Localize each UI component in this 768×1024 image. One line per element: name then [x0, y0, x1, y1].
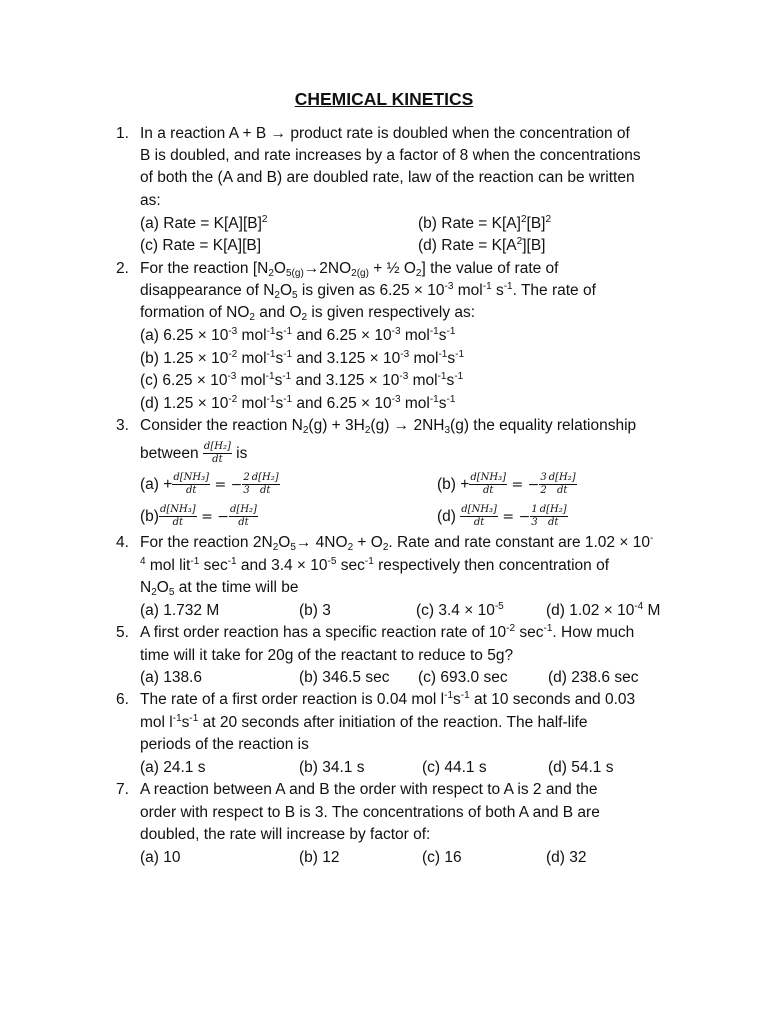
option-c: (c) 16 — [422, 849, 462, 866]
question-number: 3. — [116, 417, 129, 434]
question-number: 4. — [116, 534, 129, 551]
option-d: (d) Rate = $K[A^2][B]$ — [418, 236, 546, 254]
question-number: 2. — [116, 260, 129, 277]
question-number: 7. — [116, 781, 129, 798]
question-text-line: A first order reaction has a specific reaction rate of $10^{-2}$ $\sec^{-1}$. How much — [140, 623, 635, 641]
option-b: (b) $1.25 \times 10^{-2}$ $mol^{-1}s^{-1}$ and $3.125 \times 10^{-3}$ $mol^{-1}s^{-1}$ — [140, 349, 465, 367]
question-text-line: of both the (A and B) are doubled rate, law of the reaction can be written — [140, 169, 635, 186]
question-text-line: mol $l^{-1}s^{-1}$ at 20 seconds after initiation of the reaction. The half-life — [140, 713, 588, 731]
option-b: (b) Rate = $K[A]^2[B]^2$ — [418, 214, 552, 232]
question-text-line: doubled, the rate will increase by factor of: — [140, 826, 431, 843]
option-d: (d) 32 — [546, 849, 587, 866]
question-text-line: For the reaction [$N_2O_{5(g)}\to 2NO_{2(g)}$ + ½ $O_2$] the value of rate of — [140, 260, 559, 279]
option-b: (b) + $\frac{\text{d[NH₃]}}{dt}$ = − $\frac{3}{2}$ $\frac{\text{d[H₂]}}{dt}$ — [437, 472, 576, 497]
option-a: (a) Rate = $K[A][B]^2$ — [140, 214, 268, 232]
option-c: (c) 693.0 sec — [418, 669, 508, 686]
option-d: (d) $1.25 \times 10^{-2}$ $mol^{-1}s^{-1}$ and $6.25 \times 10^{-3}$ $mol^{-1}s^{-1}$ — [140, 394, 456, 412]
option-a: (a) 138.6 — [140, 669, 203, 686]
option-a: (a) 1.732 M — [140, 602, 220, 619]
option-d: (d) 238.6 sec — [548, 669, 639, 686]
question-text-line: time will it take for 20g of the reactant to reduce to 5g? — [140, 647, 514, 664]
question-text-line: Consider the reaction $N_2(g) + 3H_2(g) \to 2NH_3(g)$ the equality relationship — [140, 417, 637, 436]
option-c: (c) $3.4 \times 10^{-5}$ — [416, 601, 504, 619]
option-d: (d) $\frac{\text{d[NH₃]}}{dt}$ = − $\frac{1}{3}$ $\frac{\text{d[H₂]}}{dt}$ — [437, 504, 567, 529]
page-title: CHEMICAL KINETICS — [294, 89, 474, 109]
question-number: 1. — [116, 125, 129, 142]
question-text-line: In a reaction A + B → product rate is doubled when the concentration of — [140, 125, 630, 142]
question-text-line: $^4$ mol lit$^{-1}$ $\sec^{-1}$ and $3.4 \times 10^{-5}$ $\sec^{-1}$ respectively then concentration of — [140, 556, 610, 574]
option-c: (c) Rate = K[A][B] — [140, 237, 262, 254]
question-number: 6. — [116, 691, 129, 708]
question-text-line: A reaction between A and B the order with respect to A is 2 and the — [140, 781, 598, 798]
question-text-line: order with respect to B is 3. The concentrations of both A and B are — [140, 804, 600, 821]
option-d: (d) $1.02 \times 10^{-4}$ M — [546, 601, 661, 619]
option-d: (d) 54.1 s — [548, 759, 614, 776]
question-text-line: between $\frac{\text{d[H₂]}}{dt}$ is — [140, 441, 248, 466]
option-c: (b) $\frac{\text{d[NH₃]}}{dt}$ = − $\frac{\text{d[H₂]}}{dt}$ — [140, 504, 257, 529]
option-a: (a) + $\frac{\text{d[NH₃]}}{dt}$ = − $\frac{2}{3}$ $\frac{\text{d[H₂]}}{dt}$ — [140, 472, 279, 497]
question-text-line: The rate of a first order reaction is 0.04 mol $l^{-1}s^{-1}$ at 10 seconds and 0.03 — [140, 690, 636, 708]
option-b: (b) 12 — [299, 849, 340, 866]
option-b: (b) 346.5 sec — [299, 669, 390, 686]
question-text-line: disappearance of $N_2O_5$ is given as $6.25 \times 10^{-3}$ mol$^{-1}$ $s^{-1}$. The rate of — [140, 281, 596, 301]
option-b: (b) 3 — [299, 602, 331, 619]
option-c: (c) 44.1 s — [422, 759, 487, 776]
question-text-line: formation of $NO_2$ and $O_2$ is given respectively as: — [140, 304, 476, 323]
question-text-line: $N_2O_5$ at the time will be — [140, 579, 299, 598]
fraction: $\frac{\text{d[H₂]}}{dt}$ — [203, 441, 231, 466]
option-a: (a) $6.25 \times 10^{-3}$ $mol^{-1}s^{-1}$ and $6.25 \times 10^{-3}$ $mol^{-1}s^{-1}$ — [140, 326, 456, 344]
option-b: (b) 34.1 s — [299, 759, 365, 776]
question-number: 5. — [116, 624, 129, 641]
question-text-line: For the reaction $2N_2O_5\to 4NO_2 + O_2$. Rate and rate constant are 1.02 × 10- — [140, 533, 654, 553]
question-text-line: as: — [140, 192, 161, 209]
question-text-line: periods of the reaction is — [140, 736, 309, 753]
option-a: (a) 10 — [140, 849, 181, 866]
option-c: (c) $6.25 \times 10^{-3}$ $mol^{-1}s^{-1}$ and $3.125 \times 10^{-3}$ $mol^{-1}s^{-1}$ — [140, 371, 464, 389]
option-a: (a) 24.1 s — [140, 759, 206, 776]
question-text-line: B is doubled, and rate increases by a factor of 8 when the concentrations — [140, 147, 641, 164]
